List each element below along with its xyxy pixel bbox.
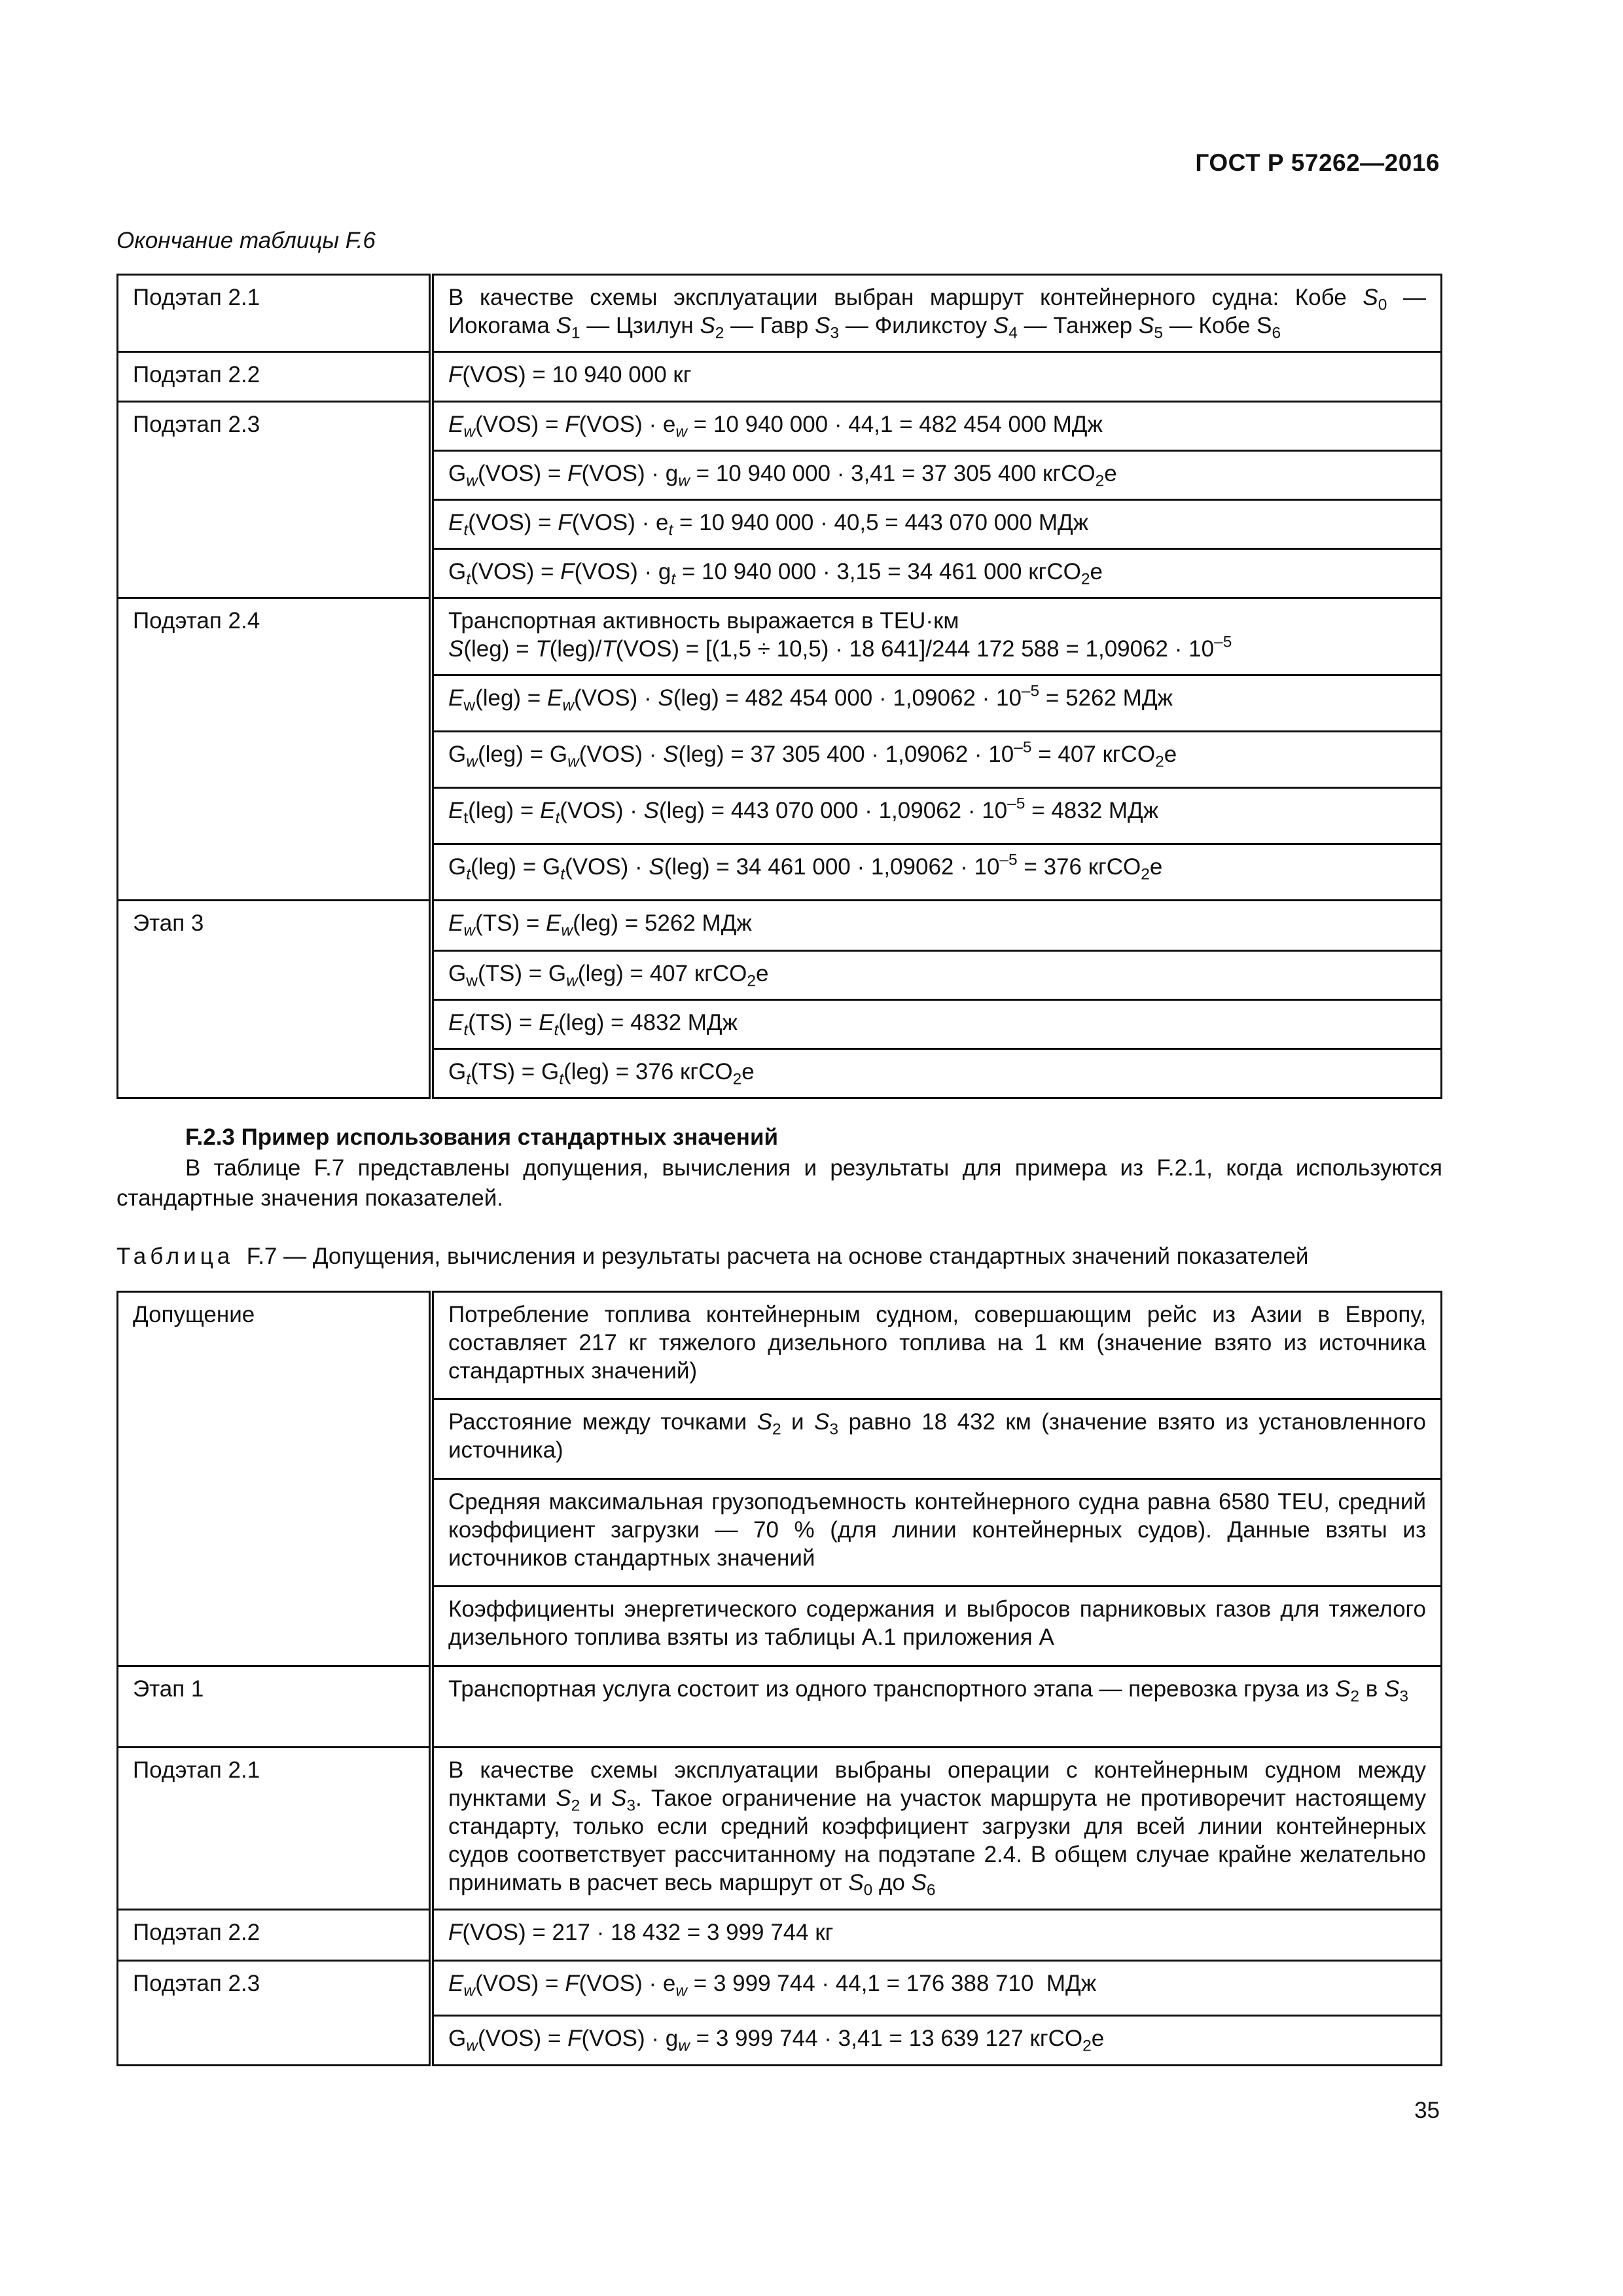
row-content: $E_w(VOS) = F(VOS) \cdot e_w = 10$ 940 000 · 44,1 = 482 454 000 МДж <box>431 402 1442 451</box>
row-content: Средняя максимальная грузоподъемность контейнерного судна равна 6580 TEU, средний коэффициент загрузки — 70 % (для линии контейнерных судов). Данные взяты из источников стандартных значений <box>431 1479 1442 1587</box>
row-content: $G_t(TS) = G_t(leg) = 376$ кгCO$_2$e <box>431 1049 1442 1098</box>
table-caption-text: F.7 — Допущения, вычисления и результаты расчета на основе стандартных значений показателей <box>246 1244 1309 1269</box>
table-f6 <box>116 274 1442 1099</box>
row-content: F(VOS) = 217 · 18 432 = 3 999 744 кг <box>431 1910 1442 1961</box>
table-row <box>118 598 1442 675</box>
table-row <box>118 1910 1442 1961</box>
section-heading: F.2.3 Пример использования стандартных значений <box>185 1124 778 1150</box>
row-content: Коэффициенты энергетического содержания и выбросов парниковых газов для тяжелого дизельного топлива взяты из таблицы А.1 приложения А <box>431 1587 1442 1666</box>
page-number: 35 <box>1414 2098 1440 2123</box>
table-continuation-caption: Окончание таблицы F.6 <box>116 228 376 253</box>
table-f7-caption <box>116 1244 1308 1270</box>
row-content: $G_t(VOS) = F(VOS) \cdot g_t = 10$ 940 000 · 3,15 = 34 461 000 кгCO$_2$e <box>431 549 1442 598</box>
row-content: $E_t(TS) = E_t(leg) = 4832$ МДж <box>431 1000 1442 1049</box>
row-content: Транспортная активность выражается в TEU·км S(leg) = T(leg)/T(VOS) = [(1,5 ÷ 10,5) · 18 641]/244 172 $588 = 1,09062 \cdot 10^{-5}$ <box>431 598 1442 675</box>
table-row <box>118 275 1442 352</box>
row-content: $G_w(VOS) = F(VOS) \cdot g_w = 10$ 940 000 · 3,41 = 37 305 400 кгCO$_2$e <box>431 451 1442 500</box>
row-content: F(VOS) = 10 940 000 кг <box>431 352 1442 402</box>
row-content: Транспортная услуга состоит из одного транспортного этапа — перевозка груза из $S_2$ в $S_3$ <box>431 1666 1442 1748</box>
table-row <box>118 1292 1442 1399</box>
row-content: $G_w(VOS) = F(VOS) \cdot g_w = 3$ 999 744 · 3,41 = 13 639 127 кгCO$_2$e <box>431 2016 1442 2066</box>
table-row <box>118 1748 1442 1910</box>
row-content: $E_w(TS) = E_w(leg) = 5262$ МДж <box>431 901 1442 951</box>
row-content: В качестве схемы эксплуатации выбран маршрут контейнерного судна: Кобе $S_0$ — Иокогама $S_1$ — Цзилун $S_2$ — Гавр $S_3$ — Филикстоу $S_4$ — Танжер $S_5$ — Кобе $S_6$ <box>431 275 1442 352</box>
row-label: Подэтап 2.3 <box>118 1961 432 2066</box>
row-label: Допущение <box>118 1292 432 1666</box>
row-content: В качестве схемы эксплуатации выбраны операции с контейнерным судном между пунктами $S_2$ и $S_3$. Такое ограничение на участок маршрута не противоречит настоящему стандарту, только если средний коэффициент загрузки для всей линии контейнерных судов соответствует рассчитанному на подэтапе 2.4. В общем случае крайне желательно принимать в расчет весь маршрут от $S_0$ до $S_6$ <box>431 1748 1442 1910</box>
table-row <box>118 901 1442 951</box>
row-label: Подэтап 2.4 <box>118 598 432 901</box>
row-content: $E_w(leg) = E_w(VOS) \cdot S(leg) = 482$ 454 $000 \cdot 1,09062 \cdot 10^{-5} = 5262$ МДж <box>431 675 1442 732</box>
row-label: Подэтап 2.2 <box>118 352 432 402</box>
row-label: Подэтап 2.1 <box>118 1748 432 1910</box>
row-content: $E_t(leg) = E_t(VOS) \cdot S(leg) = 443$ 070 $000 \cdot 1,09062 \cdot 10^{-5} = 4832$ МДж <box>431 788 1442 844</box>
row-label: Подэтап 2.3 <box>118 402 432 598</box>
row-content: $E_t(VOS) = F(VOS) \cdot e_t = 10$ 940 000 · 40,5 = 443 070 000 МДж <box>431 500 1442 549</box>
document-number: ГОСТ Р 57262—2016 <box>1195 149 1440 176</box>
table-row <box>118 1666 1442 1748</box>
section-paragraph: В таблице F.7 представлены допущения, вычисления и результаты для примера из F.2.1, когда используются стандартные значения показателей. <box>116 1155 1442 1211</box>
row-label: Этап 3 <box>118 901 432 1098</box>
table-row <box>118 402 1442 451</box>
row-content: $G_w(leg) = G_w(VOS) \cdot S(leg) = 37$ 305 $400 \cdot 1,09062 \cdot 10^{-5} = 407$ кгCO$_2$e <box>431 732 1442 788</box>
row-label: Подэтап 2.2 <box>118 1910 432 1961</box>
row-content: $G_w(TS) = G_w(leg) = 407$ кгCO$_2$e <box>431 951 1442 1000</box>
table-caption-word: Таблица <box>116 1244 234 1269</box>
row-label: Подэтап 2.1 <box>118 275 432 352</box>
row-content: $E_w(VOS) = F(VOS) \cdot e_w = 3$ 999 744 · 44,1 = 176 388 710 МДж <box>431 1961 1442 2016</box>
row-label: Этап 1 <box>118 1666 432 1748</box>
table-row <box>118 352 1442 402</box>
table-row <box>118 1961 1442 2016</box>
table-f7 <box>116 1291 1442 2066</box>
row-content: Потребление топлива контейнерным судном, совершающим рейс из Азии в Европу, составляет 217 кг тяжелого дизельного топлива на 1 км (значение взято из источника стандартных значений) <box>431 1292 1442 1399</box>
row-content: Расстояние между точками $S_2$ и $S_3$ равно 18 432 км (значение взято из установленного источника) <box>431 1399 1442 1479</box>
row-content: $G_t(leg) = G_t(VOS) \cdot S(leg) = 34$ 461 $000 \cdot 1,09062 \cdot 10^{-5} = 376$ кгCO$_2$e <box>431 844 1442 901</box>
